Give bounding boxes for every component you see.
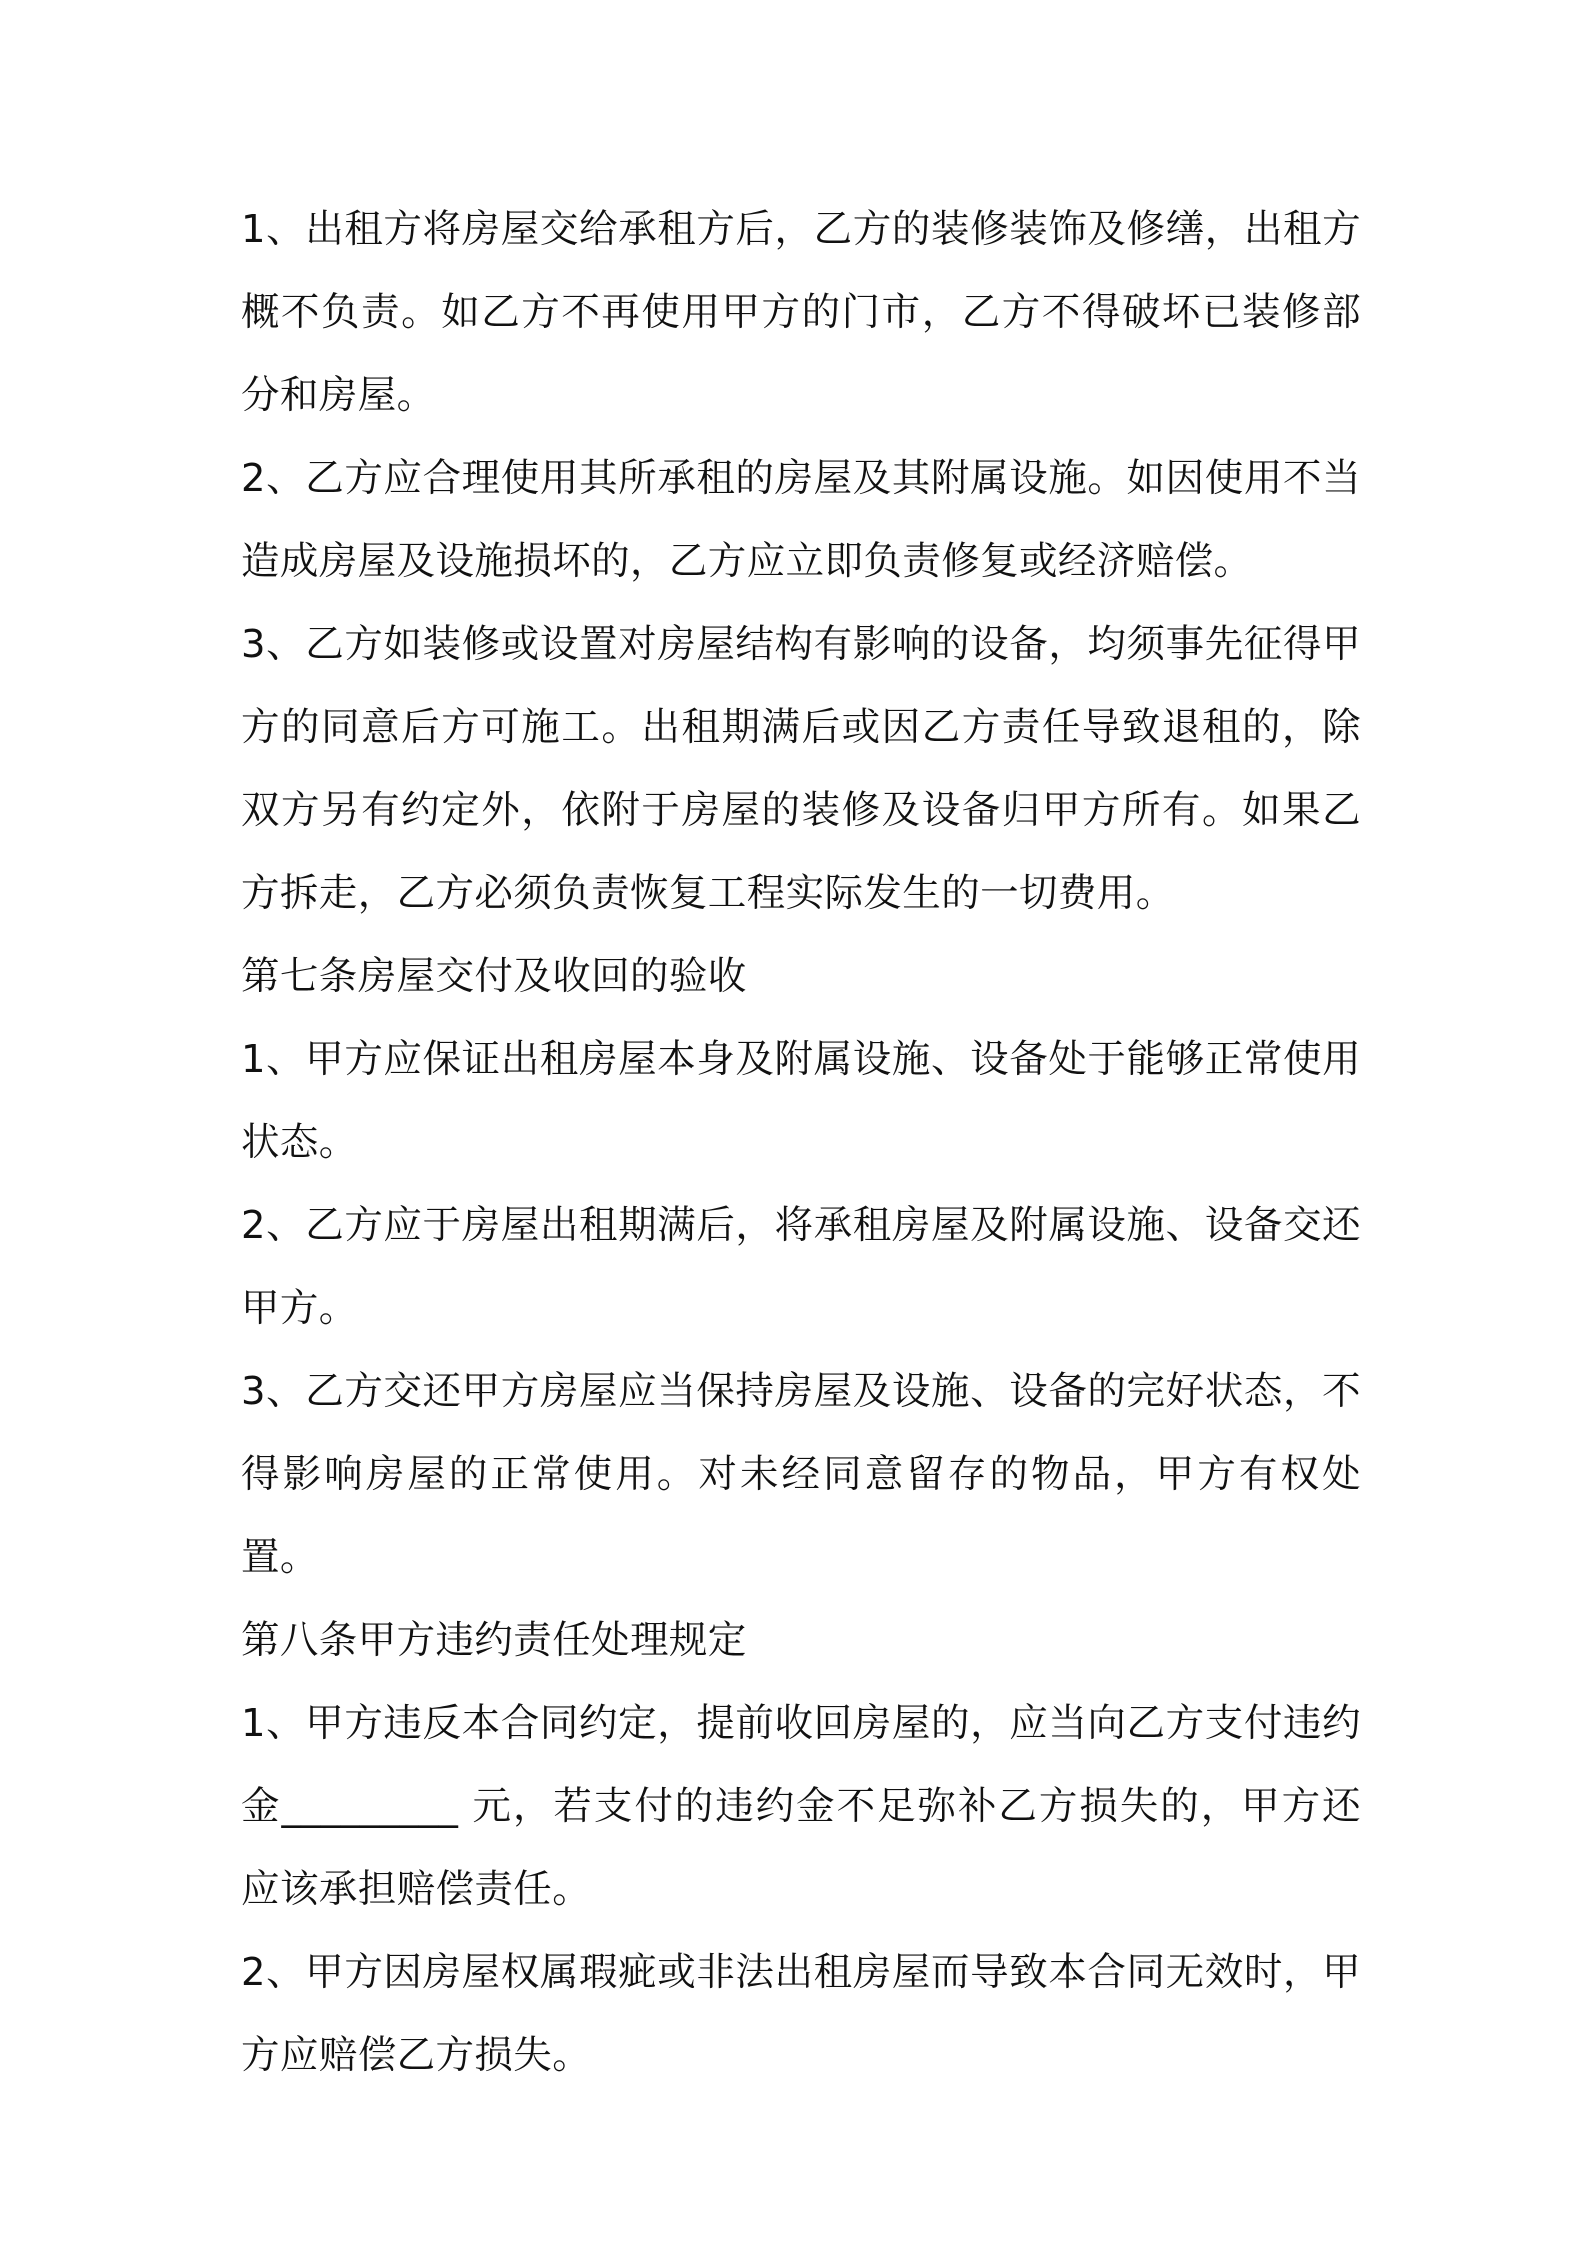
clause-paragraph: 1、甲方应保证出租房屋本身及附属设施、设备处于能够正常使用状态。 xyxy=(241,1037,1361,1165)
clause-paragraph: 2、甲方因房屋权属瑕疵或非法出租房屋而导致本合同无效时，甲方应赔偿乙方损失。 xyxy=(241,1950,1361,2078)
clause-paragraph: 1、出租方将房屋交给承租方后，乙方的装修装饰及修缮，出租方概不负责。如乙方不再使用甲方的门市，乙方不得破坏已装修部分和房屋。 xyxy=(241,207,1361,418)
clause-paragraph: 2、乙方应于房屋出租期满后，将承租房屋及附属设施、设备交还甲方。 xyxy=(241,1203,1361,1331)
clause-paragraph: 3、乙方如装修或设置对房屋结构有影响的设备，均须事先征得甲方的同意后方可施工。出租期满后或因乙方责任导致退租的，除双方另有约定外，依附于房屋的装修及设备归甲方所有。如果乙方拆走，乙方必须负责恢复工程实际发生的一切费用。 xyxy=(241,622,1361,916)
section-heading: 第八条甲方违约责任处理规定 xyxy=(241,1618,747,1663)
document-body xyxy=(241,188,1361,2097)
clause-paragraph: 3、乙方交还甲方房屋应当保持房屋及设施、设备的完好状态，不得影响房屋的正常使用。对未经同意留存的物品，甲方有权处置。 xyxy=(241,1369,1361,1580)
clause-paragraph: 2、乙方应合理使用其所承租的房屋及其附属设施。如因使用不当造成房屋及设施损坏的，乙方应立即负责修复或经济赔偿。 xyxy=(241,456,1361,584)
clause-paragraph: 1、甲方违反本合同约定，提前收回房屋的，应当向乙方支付违约金_________ 元，若支付的违约金不足弥补乙方损失的，甲方还应该承担赔偿责任。 xyxy=(241,1701,1361,1912)
section-heading: 第七条房屋交付及收回的验收 xyxy=(241,954,747,999)
